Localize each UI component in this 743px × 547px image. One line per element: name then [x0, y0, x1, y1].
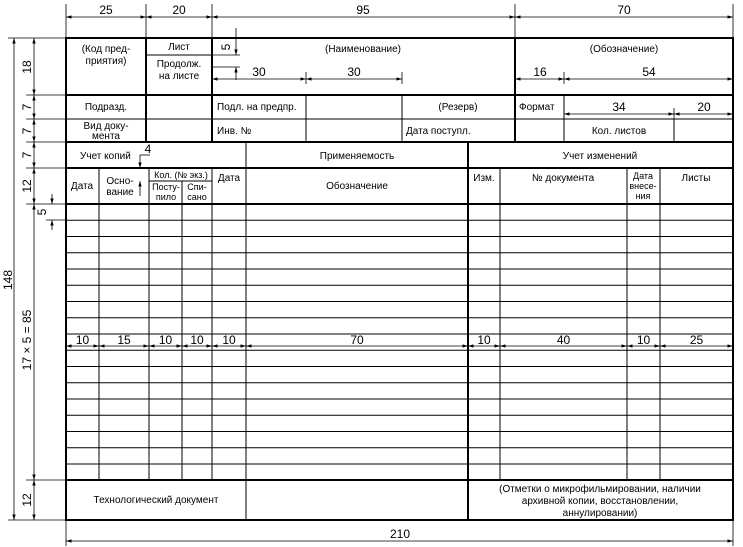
- label-doc-type-1: Вид доку-: [83, 121, 129, 132]
- label-doc-type-2: мента: [92, 131, 120, 142]
- dim-left-7c: 7: [20, 151, 34, 159]
- dim-mid-2: 10: [158, 333, 173, 347]
- dim-mid-9: 25: [689, 333, 704, 347]
- dim-header-30a: 30: [252, 65, 266, 79]
- label-name: (Наименование): [325, 44, 401, 55]
- col-change: Изм.: [473, 173, 495, 184]
- col-sheets: Листы: [681, 173, 711, 184]
- label-dept: Подразд.: [84, 102, 128, 113]
- col-doc-no: № документа: [531, 173, 595, 184]
- col-written-off-2: сано: [187, 192, 207, 202]
- col-qty: Кол. (№ экз.): [154, 170, 208, 180]
- col-date-entry-3: ния: [635, 191, 651, 201]
- dim-top-20: 20: [172, 3, 186, 17]
- label-notes-2: архивной копии, восстановлении,: [521, 496, 679, 507]
- col-date2: Дата: [217, 173, 241, 184]
- label-designation-header: (Обозначение): [589, 44, 659, 55]
- dimension-labels: [1, 3, 711, 541]
- dim-mid-8: 10: [636, 333, 651, 347]
- label-sheets-count: Кол. листов: [591, 126, 647, 137]
- label-sheet: Лист: [168, 42, 190, 53]
- dim-top-25: 25: [99, 3, 113, 17]
- dim-bottom-210: 210: [389, 527, 411, 541]
- dim-copies-4: 4: [144, 142, 152, 156]
- dim-left-12b: 12: [20, 493, 34, 507]
- dim-mid-4: 10: [222, 333, 236, 347]
- dim-top-95: 95: [356, 3, 370, 17]
- col-date-entry-1: Дата: [633, 171, 653, 181]
- col-received-2: пило: [155, 192, 177, 202]
- label-changes: Учет изменений: [562, 151, 638, 162]
- dim-format-34: 34: [612, 100, 626, 114]
- label-notes-3: аннулировании): [562, 508, 638, 519]
- dim-left-85: 17 × 5 = 85: [20, 309, 34, 371]
- label-org-code-2: приятия): [85, 56, 127, 67]
- dim-left-7b: 7: [20, 127, 34, 135]
- dim-row-5: 5: [35, 208, 49, 216]
- dim-header-30b: 30: [347, 65, 361, 79]
- label-tech-doc: Технологический документ: [93, 495, 219, 506]
- col-basis-1: Осно-: [106, 176, 134, 187]
- label-format: Формат: [519, 102, 555, 113]
- dim-mid-5: 70: [350, 333, 364, 347]
- dim-mid-7: 40: [556, 333, 571, 347]
- label-date-recv: Дата поступл.: [406, 126, 471, 137]
- dim-left-12a: 12: [20, 179, 34, 193]
- dim-mid-0: 10: [75, 333, 90, 347]
- col-received-1: Посту-: [152, 182, 180, 192]
- dim-top-70: 70: [617, 3, 631, 17]
- label-sheet-cont-2: на листе: [158, 71, 200, 82]
- col-date-entry-2: внесе-: [629, 181, 657, 191]
- label-notes-1: (Отметки о микрофильмировании, наличии: [499, 484, 701, 495]
- label-reserve: (Резерв): [438, 102, 478, 113]
- label-signed: Подл. на предпр.: [217, 102, 297, 113]
- col-date: Дата: [70, 181, 94, 192]
- label-org-code-1: (Код пред-: [81, 44, 131, 55]
- dim-header-5: 5: [219, 43, 233, 51]
- dim-left-7a: 7: [20, 103, 34, 111]
- dim-header-16: 16: [533, 65, 547, 79]
- form-grid: [66, 38, 733, 520]
- dim-mid-1: 15: [117, 333, 131, 347]
- label-applicability: Применяемость: [319, 151, 395, 162]
- dim-mid-3: 10: [190, 333, 204, 347]
- label-sheet-cont-1: Продолж.: [156, 59, 202, 70]
- label-copies: Учет копий: [80, 151, 131, 162]
- dim-left-18: 18: [20, 60, 34, 74]
- dim-format-20: 20: [697, 100, 711, 114]
- col-designation: Обозначение: [326, 181, 388, 192]
- col-basis-2: вание: [106, 187, 134, 198]
- dim-left-148: 148: [1, 269, 15, 291]
- dim-mid-6: 10: [477, 333, 491, 347]
- label-inv: Инв. №: [217, 126, 252, 137]
- dim-header-54: 54: [642, 65, 656, 79]
- dimension-lines: [8, 4, 733, 546]
- col-written-off-1: Спи-: [187, 182, 207, 192]
